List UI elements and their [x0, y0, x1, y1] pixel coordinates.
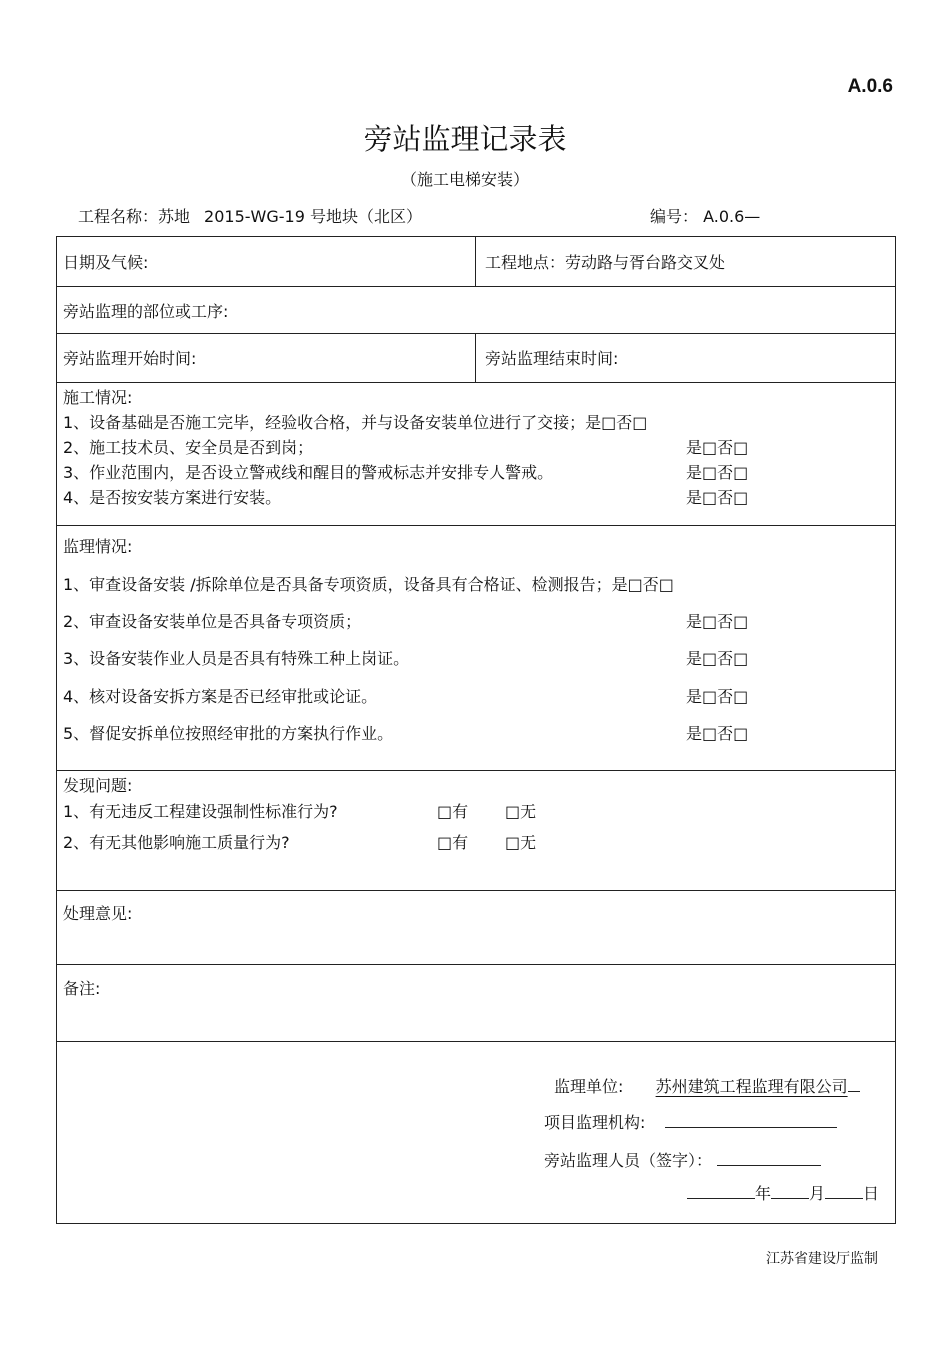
date-line	[687, 1181, 879, 1204]
construction-item-1: 1、设备基础是否施工完毕，经验收合格，并与设备安装单位进行了交接；是□否□	[63, 413, 648, 432]
supervision-item-5-checkbox[interactable]: 是□否□	[686, 724, 749, 743]
date-weather-field[interactable]: 日期及气候:	[63, 253, 149, 272]
supervision-item-1: 1、审查设备安装 /拆除单位是否具备专项资质，设备具有合格证、检测报告；是□否□	[63, 575, 674, 594]
supervision-item-4-checkbox[interactable]: 是□否□	[686, 687, 749, 706]
year-input[interactable]	[687, 1183, 755, 1199]
construction-item-4-checkbox[interactable]: 是□否□	[686, 488, 749, 507]
problem-2-no-checkbox[interactable]: □无	[505, 833, 537, 852]
row-construction	[57, 383, 895, 526]
supervision-item-2-checkbox[interactable]: 是□否□	[686, 612, 749, 631]
year-label: 年	[755, 1184, 772, 1203]
day-input[interactable]	[825, 1183, 863, 1199]
row-position-process	[57, 287, 895, 334]
project-name-a: 苏地	[158, 207, 191, 226]
position-process-field[interactable]: 旁站监理的部位或工序:	[63, 302, 229, 321]
supervision-item-2: 2、审查设备安装单位是否具备专项资质；	[63, 612, 362, 631]
page-subtitle: （施工电梯安装）	[400, 170, 529, 189]
supervision-unit-line	[554, 1074, 860, 1097]
supervision-unit-label: 监理单位:	[554, 1077, 624, 1096]
end-time-field[interactable]: 旁站监理结束时间:	[485, 349, 619, 368]
page-title: 旁站监理记录表	[363, 122, 567, 156]
divider	[475, 237, 476, 286]
problem-2-yes-checkbox[interactable]: □有	[437, 833, 469, 852]
day-label: 日	[863, 1184, 880, 1203]
problem-item-1: 1、有无违反工程建设强制性标准行为?	[63, 802, 338, 821]
project-name-line	[78, 204, 422, 227]
row-signature	[57, 1042, 895, 1223]
problem-1-no-checkbox[interactable]: □无	[505, 802, 537, 821]
month-input[interactable]	[771, 1183, 809, 1199]
row-times	[57, 334, 895, 383]
start-time-field[interactable]: 旁站监理开始时间:	[63, 349, 197, 368]
row-problems	[57, 771, 895, 891]
supervisor-signature-input[interactable]	[717, 1150, 821, 1166]
construction-item-4: 4、是否按安装方案进行安装。	[63, 488, 282, 507]
number-value: A.0.6—	[703, 207, 761, 226]
construction-item-3: 3、作业范围内，是否设立警戒线和醒目的警戒标志并安排专人警戒。	[63, 463, 554, 482]
project-label: 工程名称：	[78, 207, 159, 226]
construction-item-2-checkbox[interactable]: 是□否□	[686, 438, 749, 457]
construction-item-2: 2、施工技术员、安全员是否到岗；	[63, 438, 314, 457]
project-name-b: 2015-WG-19	[204, 207, 305, 226]
construction-heading: 施工情况:	[63, 388, 133, 407]
location-field: 工程地点：劳动路与胥台路交叉处	[485, 253, 726, 272]
supervision-unit-value: 苏州建筑工程监理有限公司	[655, 1077, 848, 1096]
remarks-field[interactable]: 备注:	[63, 979, 101, 998]
supervisor-signature-label: 旁站监理人员（签字）：	[544, 1151, 713, 1170]
supervision-item-5: 5、督促安拆单位按照经审批的方案执行作业。	[63, 724, 394, 743]
supervision-item-3-checkbox[interactable]: 是□否□	[686, 649, 749, 668]
project-org-label: 项目监理机构:	[544, 1113, 646, 1132]
record-form	[56, 236, 896, 1224]
construction-item-3-checkbox[interactable]: 是□否□	[686, 463, 749, 482]
footer-issuer: 江苏省建设厅监制	[766, 1251, 878, 1267]
divider	[475, 334, 476, 382]
project-org-line	[544, 1110, 837, 1133]
supervision-unit-underline	[848, 1076, 860, 1092]
form-code: A.0.6	[847, 76, 893, 97]
problem-1-yes-checkbox[interactable]: □有	[437, 802, 469, 821]
row-remarks	[57, 965, 895, 1042]
supervision-item-3: 3、设备安装作业人员是否具有特殊工种上岗证。	[63, 649, 410, 668]
row-supervision	[57, 526, 895, 771]
supervision-item-4: 4、核对设备安拆方案是否已经审批或论证。	[63, 687, 378, 706]
project-name-c: 号地块（北区）	[309, 207, 422, 226]
number-label: 编号：	[650, 207, 699, 226]
problems-heading: 发现问题:	[63, 776, 133, 795]
project-org-input[interactable]	[665, 1112, 837, 1128]
opinion-field[interactable]: 处理意见:	[63, 904, 133, 923]
supervision-heading: 监理情况:	[63, 537, 133, 556]
row-date-location	[57, 237, 895, 287]
supervisor-signature-line	[544, 1148, 821, 1171]
month-label: 月	[809, 1184, 826, 1203]
problem-item-2: 2、有无其他影响施工质量行为?	[63, 833, 290, 852]
number-line	[650, 204, 760, 227]
row-opinion	[57, 891, 895, 965]
